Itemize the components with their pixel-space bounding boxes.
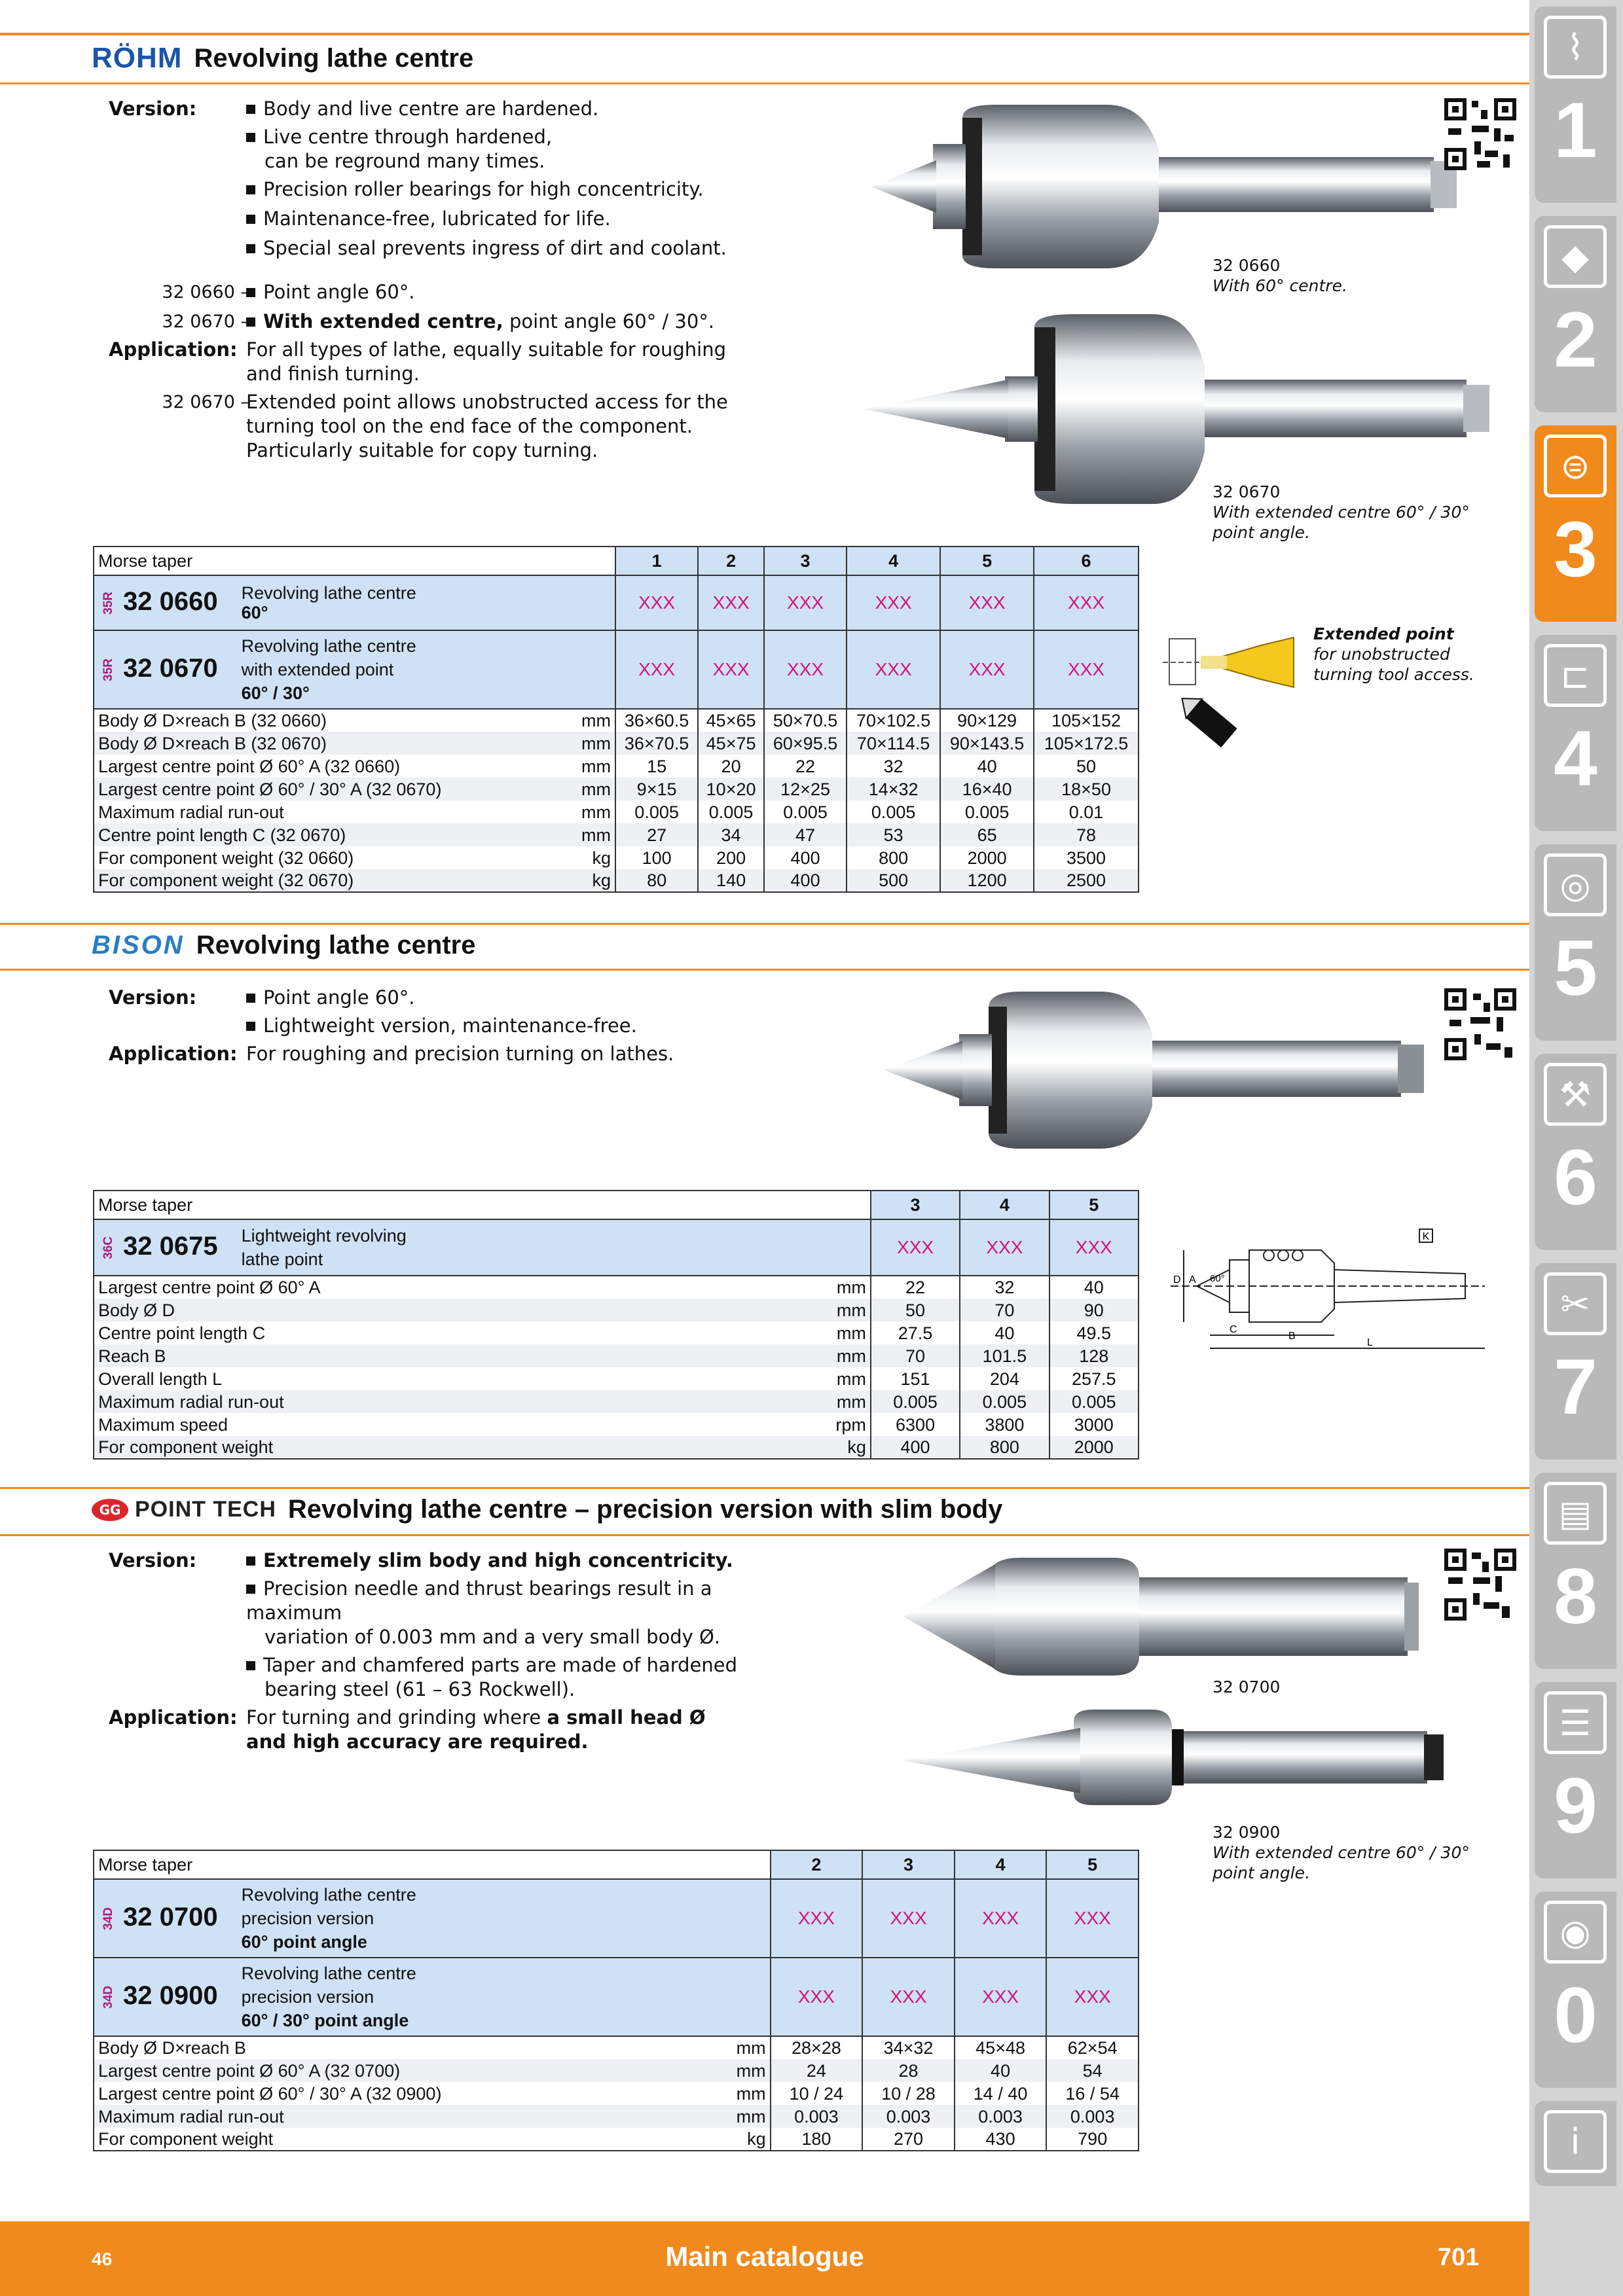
pointtech-spec-table	[93, 1850, 1139, 2151]
table-header-label: Morse taper	[94, 1191, 871, 1219]
spec-value: 50×70.5	[764, 709, 847, 732]
spec-value: 0.005	[847, 800, 940, 823]
spec-row	[94, 2036, 1139, 2059]
spec-unit: mm	[704, 2082, 771, 2105]
price-cell: XXX	[940, 575, 1034, 630]
spec-value: 80	[615, 869, 698, 892]
spec-value: 49.5	[1049, 1321, 1139, 1344]
spec-value: 40	[940, 755, 1034, 778]
footer	[0, 2221, 1529, 2296]
price-cell: XXX	[698, 630, 764, 709]
spec-row	[94, 1436, 1139, 1459]
spec-row	[94, 823, 1139, 846]
spec-value: 0.005	[960, 1390, 1049, 1413]
price-cell: XXX	[771, 1958, 863, 2036]
price-cell: XXX	[1034, 630, 1139, 709]
spec-row	[94, 1367, 1139, 1390]
price-cell: XXX	[764, 575, 847, 630]
spec-value: 204	[960, 1367, 1049, 1390]
wrench-icon: ⚒	[1544, 1063, 1607, 1126]
article-row[interactable]: 35R 32 0670 Revolving lathe centre with extended point 60° / 30° XXX XXX XXX XXX XXX XXX	[94, 630, 1139, 709]
spec-value: 0.003	[771, 2105, 863, 2128]
column-header: 6	[1034, 547, 1139, 575]
spec-value: 200	[698, 846, 764, 869]
column-header: 1	[615, 547, 698, 575]
spec-value: 60×95.5	[764, 732, 847, 755]
section-divider	[0, 969, 1529, 971]
spec-value: 40	[1049, 1276, 1139, 1299]
price-cell: XXX	[862, 1879, 955, 1958]
spec-row	[94, 732, 1139, 755]
spec-name: Maximum radial run-out	[94, 800, 564, 823]
spec-unit: mm	[704, 2036, 771, 2059]
drill-bit-icon: ⌇	[1544, 16, 1607, 79]
section-divider	[0, 1487, 1529, 1489]
price-cell: XXX	[1046, 1879, 1139, 1958]
spec-unit: mm	[758, 1390, 870, 1413]
spec-unit: kg	[758, 1436, 870, 1459]
spec-value: 45×65	[698, 709, 764, 732]
price-cell: XXX	[764, 630, 847, 709]
caption-320670: 32 0670 With extended centre 60° / 30° point angle.	[1213, 482, 1470, 542]
spec-value: 24	[771, 2059, 863, 2082]
spec-name: Centre point length C	[94, 1321, 758, 1344]
column-header: 2	[771, 1850, 863, 1879]
caption-extended-point: Extended point for unobstructed turning tool access.	[1313, 624, 1474, 684]
drawing-label-b: B	[1288, 1331, 1296, 1342]
spec-row	[94, 1413, 1139, 1436]
rohm-spec-table	[93, 546, 1139, 893]
spec-value: 14 / 40	[955, 2082, 1047, 2105]
cabinet-icon: ☰	[1544, 1691, 1607, 1754]
spec-row	[94, 800, 1139, 823]
column-header: 5	[1049, 1191, 1139, 1219]
spec-value: 34	[698, 823, 764, 846]
section-title: Revolving lathe centre	[194, 43, 474, 73]
spec-value: 50	[1034, 755, 1139, 778]
chapter-number: 4	[1554, 715, 1597, 802]
caption-320660: 32 0660 With 60° centre.	[1213, 256, 1347, 295]
spec-unit: kg	[704, 2128, 771, 2151]
spec-unit: mm	[564, 709, 615, 732]
spec-value: 2000	[1049, 1436, 1139, 1459]
spec-value: 1200	[940, 869, 1034, 892]
caption-320900: 32 0900 With extended centre 60° / 30° point angle.	[1213, 1823, 1470, 1882]
chapter-number: 8	[1554, 1552, 1597, 1640]
gg-badge: GG	[92, 1499, 128, 1521]
spec-unit: mm	[564, 823, 615, 846]
chapter-tab-0[interactable]	[1535, 1892, 1616, 2088]
spec-value: 0.003	[1046, 2105, 1139, 2128]
price-cell: XXX	[1034, 575, 1139, 630]
spec-value: 40	[960, 1321, 1049, 1344]
spec-unit: mm	[758, 1299, 870, 1321]
spec-value: 40	[955, 2059, 1047, 2082]
drawing-label-d: D	[1173, 1274, 1181, 1285]
spec-value: 32	[847, 755, 940, 778]
extended-point-illustration	[1163, 622, 1307, 753]
spec-value: 50	[871, 1299, 960, 1321]
spec-value: 10 / 24	[771, 2082, 863, 2105]
chapter-tab-5[interactable]	[1535, 844, 1616, 1041]
spec-unit: rpm	[758, 1413, 870, 1436]
section-header-rohm	[92, 42, 473, 75]
price-cell: XXX	[960, 1219, 1049, 1276]
spec-value: 36×70.5	[615, 732, 698, 755]
spec-unit: mm	[704, 2059, 771, 2082]
spec-value: 70×114.5	[847, 732, 940, 755]
spec-value: 12×25	[764, 778, 847, 800]
spec-value: 10×20	[698, 778, 764, 800]
spec-unit: mm	[704, 2105, 771, 2128]
column-header: 3	[871, 1191, 960, 1219]
spec-value: 15	[615, 755, 698, 778]
spec-value: 53	[847, 823, 940, 846]
pointtech-description: Version: Extremely slim body and high concentricity. Precision needle and thrust bearings result in a maximum variation of 0.003 mm and a very small body Ø. Taper and chamfered parts are made of hardened bearing steel (61 – 63 Rockwell). Application: For turning and grinding where a small head Ø and high accuracy are required.	[109, 1549, 738, 1753]
pliers-icon: ✂	[1544, 1272, 1607, 1335]
spec-value: 62×54	[1046, 2036, 1139, 2059]
spec-value: 0.003	[955, 2105, 1047, 2128]
spec-name: For component weight	[94, 1436, 758, 1459]
spec-name: Body Ø D×reach B (32 0660)	[94, 709, 564, 732]
info-icon: i	[1544, 2110, 1607, 2173]
spec-name: Largest centre point Ø 60° A (32 0700)	[94, 2059, 704, 2082]
spec-value: 105×152	[1034, 709, 1139, 732]
chapter-tab-7[interactable]	[1535, 1263, 1616, 1460]
spec-value: 800	[847, 846, 940, 869]
spec-value: 90×129	[940, 709, 1034, 732]
section-header-bison	[92, 931, 475, 960]
spec-name: Overall length L	[94, 1367, 758, 1390]
spec-row	[94, 1390, 1139, 1413]
drawing-label-c: C	[1230, 1324, 1237, 1335]
spec-value: 400	[871, 1436, 960, 1459]
spec-value: 90	[1049, 1299, 1139, 1321]
spec-row	[94, 2082, 1139, 2105]
footer-page-number: 701	[1438, 2244, 1480, 2271]
spec-value: 16×40	[940, 778, 1034, 800]
spec-value: 47	[764, 823, 847, 846]
chapter-tab-1[interactable]	[1535, 7, 1616, 203]
lathe-centre-320700-image	[903, 1551, 1434, 1682]
drawing-label-angle: 60°	[1210, 1273, 1225, 1284]
spec-value: 128	[1049, 1344, 1139, 1367]
spec-value: 18×50	[1034, 778, 1139, 800]
price-cell: XXX	[871, 1219, 960, 1276]
spec-row	[94, 1276, 1139, 1299]
spec-value: 28	[862, 2059, 955, 2082]
spec-value: 34×32	[862, 2036, 955, 2059]
workbench-icon: ▤	[1544, 1482, 1607, 1545]
pointtech-logo: POINT TECH	[135, 1497, 276, 1522]
spec-name: Largest centre point Ø 60° A (32 0660)	[94, 755, 564, 778]
spec-value: 90×143.5	[940, 732, 1034, 755]
spec-unit: kg	[564, 869, 615, 892]
spec-row	[94, 2059, 1139, 2082]
spec-value: 32	[960, 1276, 1049, 1299]
column-header: 3	[764, 547, 847, 575]
price-cell: XXX	[955, 1958, 1047, 2036]
article-row[interactable]: 35R 32 0660 Revolving lathe centre 60° XXX XXX XXX XXX XXX XXX	[94, 575, 1139, 630]
spec-value: 0.01	[1034, 800, 1139, 823]
spec-name: For component weight (32 0660)	[94, 846, 564, 869]
column-header: 5	[940, 547, 1034, 575]
spec-value: 54	[1046, 2059, 1139, 2082]
spec-unit: mm	[564, 800, 615, 823]
spec-value: 6300	[871, 1413, 960, 1436]
spec-row	[94, 1299, 1139, 1321]
chapter-tab-6[interactable]	[1535, 1054, 1616, 1250]
bison-logo: BISON	[92, 931, 185, 960]
table-header-label: Morse taper	[94, 547, 615, 575]
price-cell: XXX	[698, 575, 764, 630]
bison-description: Version: Point angle 60°. Lightweight version, maintenance-free. Application: For roughing and precision turning on lathes.	[109, 986, 674, 1065]
spec-value: 45×48	[955, 2036, 1047, 2059]
spec-row	[94, 846, 1139, 869]
table-header-label: Morse taper	[94, 1850, 771, 1879]
spec-value: 70×102.5	[847, 709, 940, 732]
spec-value: 270	[862, 2128, 955, 2151]
spec-value: 2500	[1034, 869, 1139, 892]
spec-value: 800	[960, 1436, 1049, 1459]
spec-name: Body Ø D	[94, 1299, 758, 1321]
qr-code	[1444, 1549, 1516, 1621]
spec-value: 500	[847, 869, 940, 892]
spec-value: 790	[1046, 2128, 1139, 2151]
spec-value: 257.5	[1049, 1367, 1139, 1390]
caliper-icon: ⊏	[1544, 644, 1607, 707]
spec-value: 3500	[1034, 846, 1139, 869]
section-title: Revolving lathe centre	[196, 931, 476, 960]
section-divider	[0, 1534, 1529, 1536]
chapter-tab-3[interactable]	[1535, 425, 1616, 622]
chapter-tab-4[interactable]	[1535, 635, 1616, 831]
spec-row	[94, 869, 1139, 892]
spec-unit: mm	[564, 732, 615, 755]
lathe-centre-320900-image	[903, 1702, 1493, 1813]
article-row[interactable]: 36C 32 0675 Lightweight revolving lathe point XXX XXX XXX	[94, 1219, 1139, 1276]
price-cell: XXX	[615, 575, 698, 630]
spec-value: 20	[698, 755, 764, 778]
spec-value: 36×60.5	[615, 709, 698, 732]
chapter-number: 6	[1554, 1134, 1597, 1221]
spec-value: 70	[871, 1344, 960, 1367]
spec-value: 0.003	[862, 2105, 955, 2128]
column-header: 5	[1046, 1850, 1139, 1879]
chapter-number: 2	[1554, 296, 1597, 384]
price-cell: XXX	[940, 630, 1034, 709]
spec-unit: mm	[564, 778, 615, 800]
spec-value: 400	[764, 869, 847, 892]
qr-code	[1444, 988, 1516, 1060]
spec-name: Body Ø D×reach B	[94, 2036, 704, 2059]
spec-name: Maximum speed	[94, 1413, 758, 1436]
column-header: 3	[862, 1850, 955, 1879]
spec-row	[94, 755, 1139, 778]
safety-goggles-icon: ◉	[1544, 1901, 1607, 1964]
price-cell: XXX	[847, 575, 940, 630]
drawing-label-k: K	[1422, 1231, 1430, 1242]
spec-name: Centre point length C (32 0670)	[94, 823, 564, 846]
price-cell: XXX	[862, 1958, 955, 2036]
column-header: 4	[847, 547, 940, 575]
section-divider	[0, 923, 1529, 925]
spec-name: Largest centre point Ø 60° A	[94, 1276, 758, 1299]
spec-value: 101.5	[960, 1344, 1049, 1367]
footer-page-left: 46	[92, 2249, 113, 2269]
lathe-centre-320675-image	[884, 988, 1440, 1158]
footer-title: Main catalogue	[665, 2241, 864, 2272]
spec-row	[94, 778, 1139, 800]
spec-name: Body Ø D×reach B (32 0670)	[94, 732, 564, 755]
section-divider	[0, 82, 1529, 84]
chuck-icon: ⊜	[1544, 435, 1607, 497]
spec-value: 0.005	[698, 800, 764, 823]
column-header: 4	[960, 1191, 1049, 1219]
column-header: 2	[698, 547, 764, 575]
spec-value: 70	[960, 1299, 1049, 1321]
spec-value: 3800	[960, 1413, 1049, 1436]
spec-name: Largest centre point Ø 60° / 30° A (32 0670)	[94, 778, 564, 800]
spec-value: 0.005	[764, 800, 847, 823]
spec-value: 10 / 28	[862, 2082, 955, 2105]
spec-name: For component weight (32 0670)	[94, 869, 564, 892]
section-divider	[0, 33, 1529, 35]
spec-row	[94, 709, 1139, 732]
spec-value: 9×15	[615, 778, 698, 800]
spec-value: 78	[1034, 823, 1139, 846]
chapter-tab-8[interactable]	[1535, 1473, 1616, 1669]
spec-value: 0.005	[615, 800, 698, 823]
spec-value: 0.005	[940, 800, 1034, 823]
section-header-pointtech	[92, 1495, 1002, 1524]
spec-value: 400	[764, 846, 847, 869]
drawing-label-a: A	[1189, 1274, 1196, 1285]
chapter-tab-9[interactable]	[1535, 1682, 1616, 1878]
spec-unit: mm	[758, 1321, 870, 1344]
chapter-tab-i[interactable]	[1535, 2101, 1616, 2186]
price-cell: XXX	[1046, 1958, 1139, 2036]
spec-name: Maximum radial run-out	[94, 1390, 758, 1413]
spec-unit: mm	[564, 755, 615, 778]
spec-value: 27	[615, 823, 698, 846]
chapter-number: 1	[1554, 86, 1597, 174]
spec-unit: mm	[758, 1276, 870, 1299]
technical-drawing	[1171, 1224, 1498, 1355]
chapter-tab-2[interactable]	[1535, 216, 1616, 412]
spec-row	[94, 1344, 1139, 1367]
insert-icon: ◆	[1544, 225, 1607, 288]
spec-unit: mm	[758, 1367, 870, 1390]
qr-code	[1444, 98, 1516, 170]
rohm-description: Version: Body and live centre are hardened. Live centre through hardened, can be reground many times. Precision roller bearings for high concentricity. Maintenance-free, lubricated for life. Special seal prevents ingress of dirt and coolant. 32 0660 – Point angle 60°. 32 0670 – With extended centre, point angle 60° / 30°. Application: For all types of lathe, equally suitable for roughing and finish turning. 32 0670 – Extended point allows unobstructed access for the turning tool on the end face of the component. Particularly suitable for copy turning.	[109, 98, 728, 461]
spec-unit: mm	[758, 1344, 870, 1367]
spec-name: Maximum radial run-out	[94, 2105, 704, 2128]
spec-row	[94, 2105, 1139, 2128]
price-cell: XXX	[1049, 1219, 1139, 1276]
caption-320700: 32 0700	[1213, 1677, 1281, 1696]
price-cell: XXX	[615, 630, 698, 709]
section-title: Revolving lathe centre – precision version with slim body	[287, 1495, 1003, 1524]
spec-value: 22	[871, 1276, 960, 1299]
chapter-number: 0	[1554, 1971, 1597, 2059]
spec-unit: kg	[564, 846, 615, 869]
bison-spec-table	[93, 1190, 1139, 1460]
price-cell: XXX	[955, 1879, 1047, 1958]
spec-row	[94, 1321, 1139, 1344]
article-row[interactable]: 34D 32 0700 Revolving lathe centre precision version 60° point angle XXX XXX XXX XXX	[94, 1879, 1139, 1958]
spec-row	[94, 2128, 1139, 2151]
spec-value: 45×75	[698, 732, 764, 755]
chapter-number: 5	[1554, 924, 1597, 1012]
spec-value: 0.005	[871, 1390, 960, 1413]
spec-value: 65	[940, 823, 1034, 846]
spec-value: 3000	[1049, 1413, 1139, 1436]
spec-value: 180	[771, 2128, 863, 2151]
spec-value: 151	[871, 1367, 960, 1390]
spec-value: 22	[764, 755, 847, 778]
spec-value: 14×32	[847, 778, 940, 800]
drawing-label-l: L	[1367, 1337, 1373, 1348]
article-row[interactable]: 34D 32 0900 Revolving lathe centre precision version 60° / 30° point angle XXX XXX XXX XXX	[94, 1958, 1139, 2036]
spec-value: 2000	[940, 846, 1034, 869]
chapter-number: 7	[1554, 1343, 1597, 1431]
chapter-number: 3	[1554, 505, 1597, 593]
spec-value: 100	[615, 846, 698, 869]
spec-value: 16 / 54	[1046, 2082, 1139, 2105]
rohm-logo: RÖHM	[92, 42, 183, 74]
spec-name: Largest centre point Ø 60° / 30° A (32 0900)	[94, 2082, 704, 2105]
cutting-disc-icon: ◎	[1544, 853, 1607, 916]
column-header: 4	[955, 1850, 1047, 1879]
spec-value: 28×28	[771, 2036, 863, 2059]
chapter-number: 9	[1554, 1762, 1597, 1850]
spec-value: 27.5	[871, 1321, 960, 1344]
price-cell: XXX	[771, 1879, 863, 1958]
spec-value: 140	[698, 869, 764, 892]
spec-value: 430	[955, 2128, 1047, 2151]
price-cell: XXX	[847, 630, 940, 709]
spec-value: 105×172.5	[1034, 732, 1139, 755]
spec-name: Reach B	[94, 1344, 758, 1367]
spec-value: 0.005	[1049, 1390, 1139, 1413]
spec-name: For component weight	[94, 2128, 704, 2151]
